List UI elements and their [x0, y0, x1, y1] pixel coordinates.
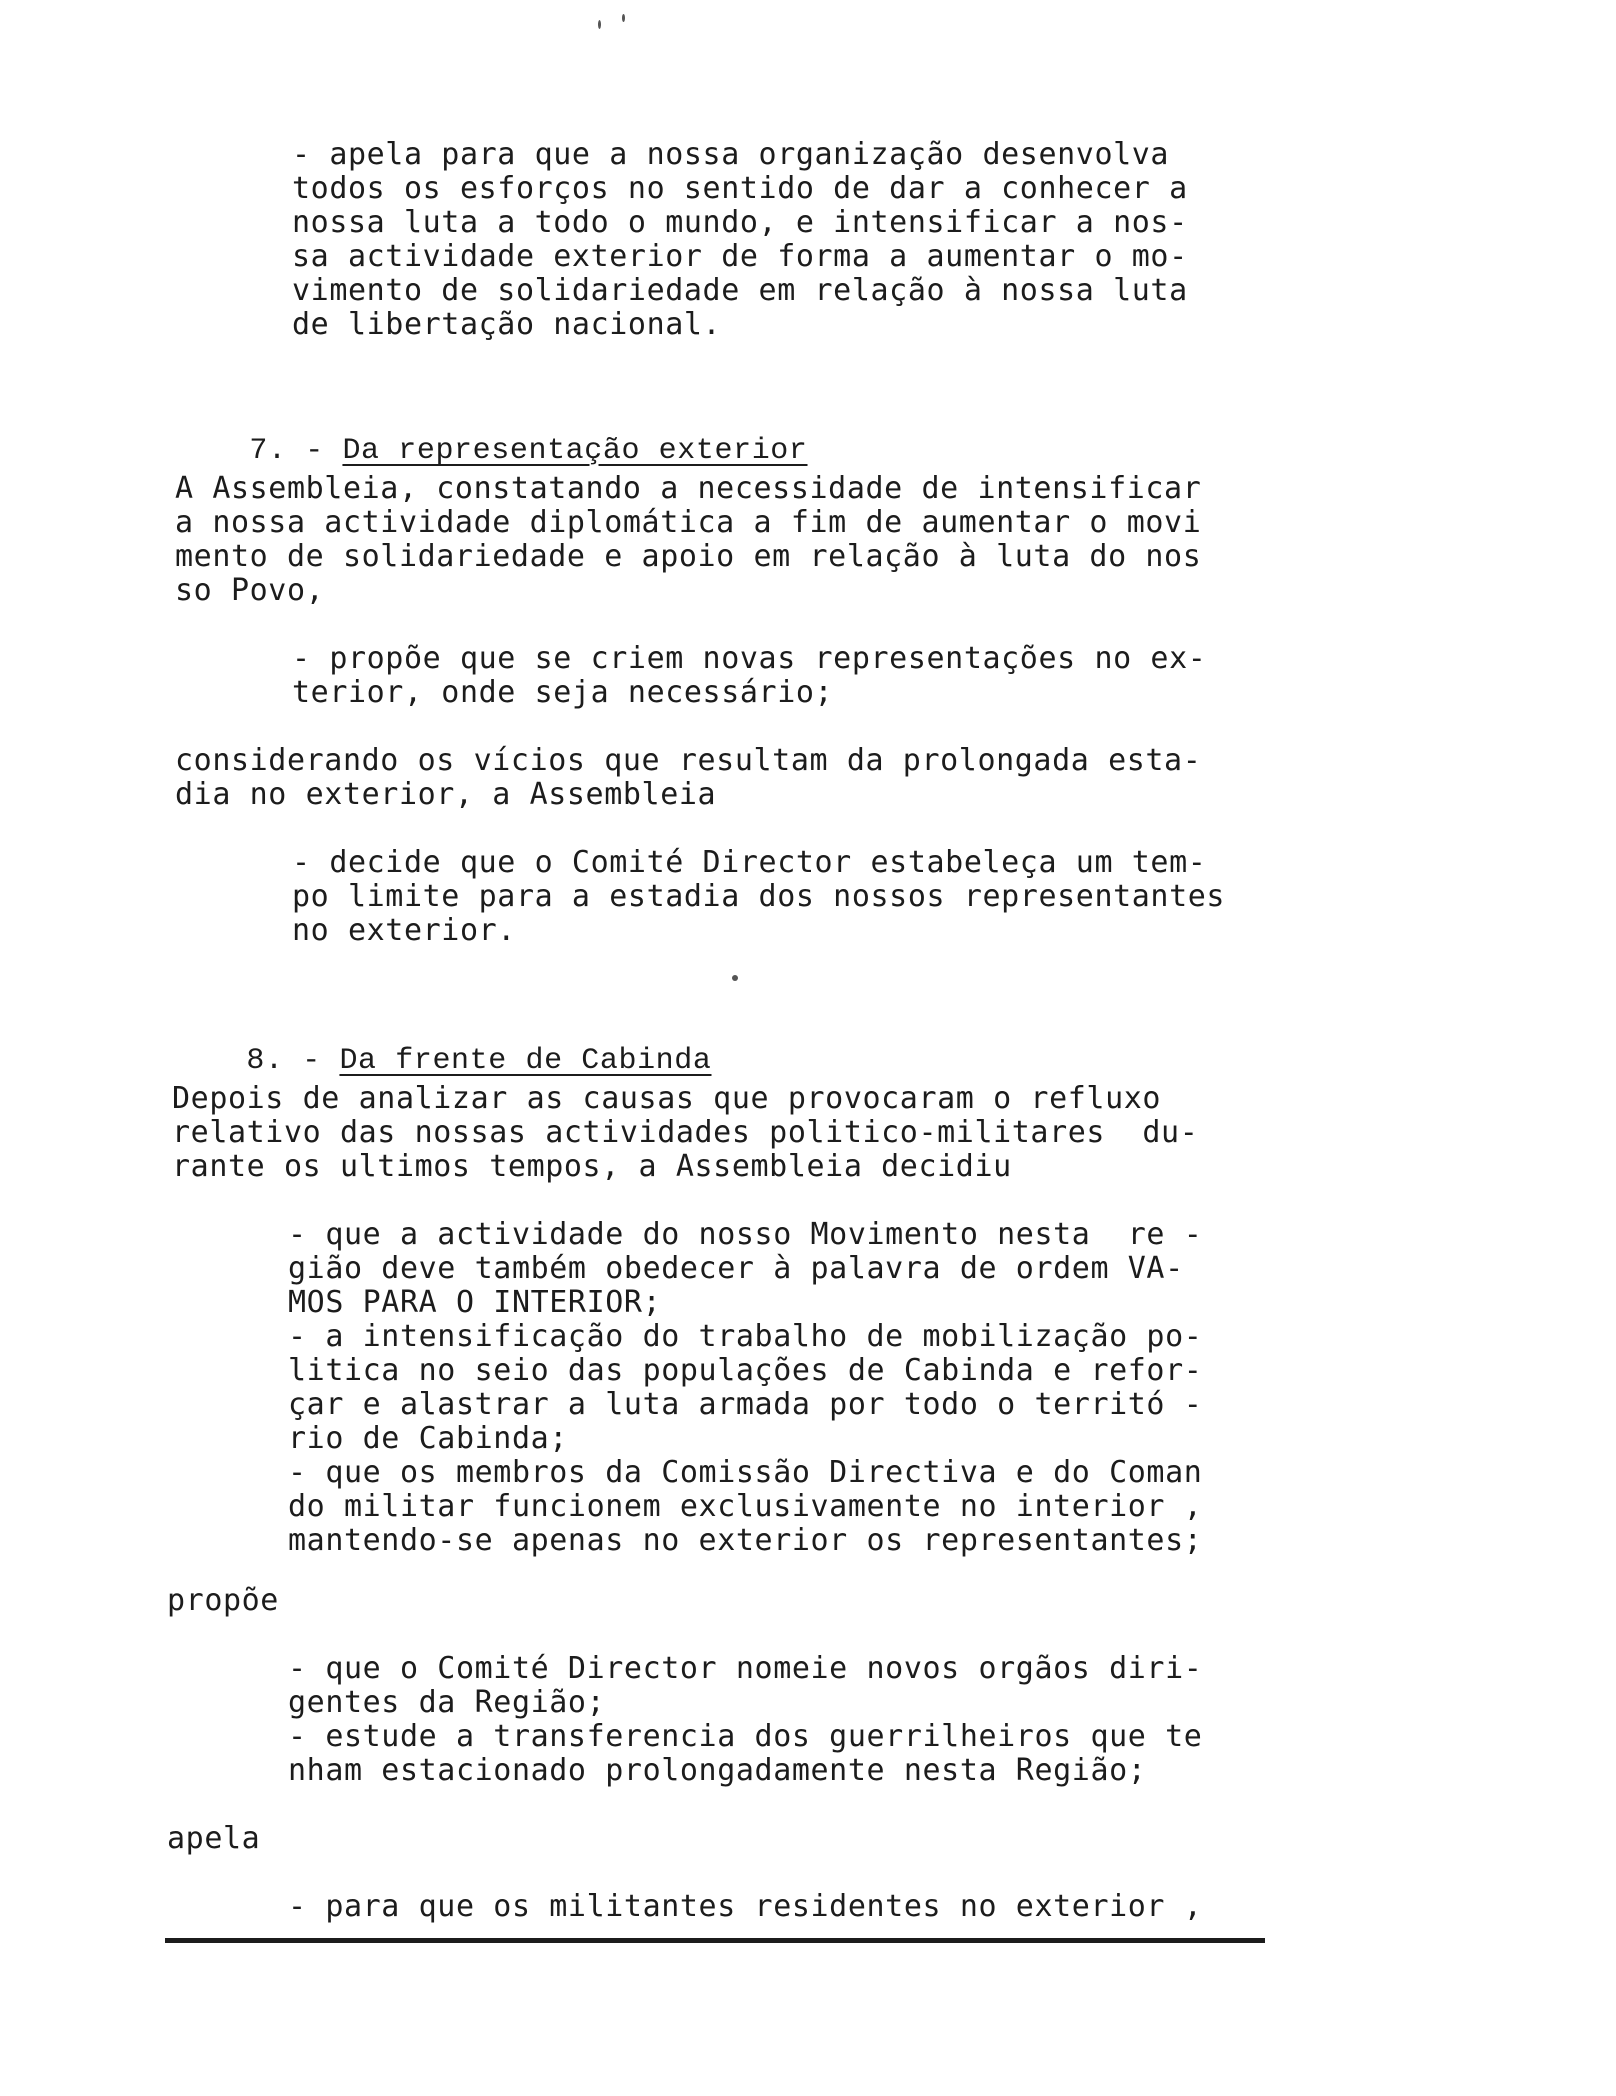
scan-speck	[598, 20, 601, 29]
paragraph-propoe: propõe	[167, 1583, 279, 1618]
section-8-number: 8. -	[246, 1044, 340, 1078]
scan-speck	[622, 14, 625, 22]
paragraph-para-que-militantes: - para que os militantes residentes no exterior ,	[288, 1889, 1203, 1924]
section-8-title: Da frente de Cabinda	[339, 1044, 712, 1078]
paragraph-depois-de-analizar: Depois de analizar as causas que provocaram o refluxo relativo das nossas actividades politico-militares du- rante os ultimos tempos, a Assembleia decidiu	[172, 1081, 1199, 1184]
paragraph-apela: apela	[167, 1821, 261, 1856]
section-7-number: 7. -	[249, 434, 343, 468]
paragraph-decide-tempo-limite: - decide que o Comité Director estabeleça um tem- po limite para a estadia dos nossos representantes no exterior.	[292, 845, 1226, 948]
section-7-title: Da representação exterior	[342, 434, 808, 468]
paragraph-apela-organizacao: - apela para que a nossa organização desenvolva todos os esforços no sentido de dar a conhecer a nossa luta a todo o mundo, e intensificar a nos- sa actividade exterior de forma a aumentar o mo- vimento de solidariedade em relação à nossa luta de libertação nacional.	[292, 137, 1188, 342]
scan-speck	[732, 975, 738, 981]
list-propostas-cabinda: - que o Comité Director nomeie novos orgãos diri- gentes da Região; - estude a transferencia dos guerrilheiros que te nham estacionado prolongadamente nesta Região;	[288, 1651, 1203, 1788]
paragraph-assembleia-constatando: A Assembleia, constatando a necessidade de intensificar a nossa actividade diplomática a fim de aumentar o movi mento de solidariedade e apoio em relação à luta do nos so Povo,	[175, 471, 1202, 608]
bottom-rule	[165, 1938, 1265, 1943]
paragraph-considerando-vicios: considerando os vícios que resultam da prolongada esta- dia no exterior, a Assembleia	[175, 743, 1202, 812]
list-decisoes-cabinda: - que a actividade do nosso Movimento nesta re - gião deve também obedecer à palavra de ordem VA- MOS PARA O INTERIOR; - a intensificação do trabalho de mobilização po- litica no seio das populações de Cabinda e refor- çar e alastrar a luta armada por todo o territó - rio de Cabinda; - que os membros da Comissão Directiva e do Coman do militar funcionem exclusivamente no interior , mantendo-se apenas no exterior os representantes;	[288, 1217, 1203, 1558]
paragraph-propoe-representacoes: - propõe que se criem novas representações no ex- terior, onde seja necessário;	[292, 641, 1207, 710]
